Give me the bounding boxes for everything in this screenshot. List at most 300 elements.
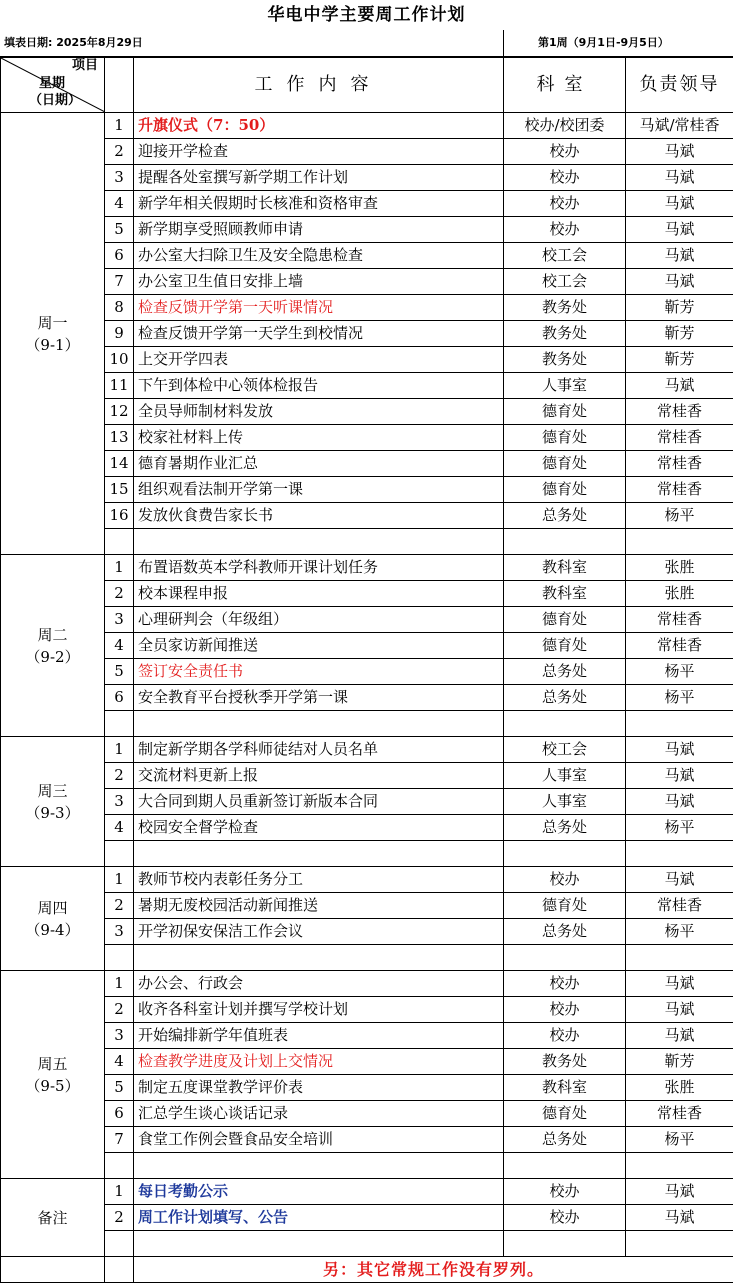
blank-cell [504, 841, 626, 867]
table-row [1, 867, 733, 893]
footer-blank-cell [1, 1257, 105, 1283]
item-content [134, 217, 504, 243]
item-department [504, 919, 626, 945]
item-leader [626, 1179, 733, 1205]
item-content-text: 制定新学期各学科师徒结对人员名单 [138, 740, 378, 758]
item-content [134, 113, 504, 139]
item-leader [626, 399, 733, 425]
item-leader [626, 893, 733, 919]
item-leader-text: 杨平 [664, 818, 694, 836]
item-content [134, 893, 504, 919]
item-number [105, 1205, 134, 1231]
blank-cell [134, 529, 504, 555]
item-department-text: 总务处 [542, 922, 587, 940]
item-leader-text: 张胜 [664, 584, 694, 602]
item-content-text: 开学初保安保洁工作会议 [138, 922, 303, 940]
blank-row [1, 841, 733, 867]
item-department-text: 德育处 [542, 610, 587, 628]
item-number [105, 139, 134, 165]
item-number-text: 2 [114, 142, 124, 160]
item-number [105, 1023, 134, 1049]
blank-cell [626, 1153, 733, 1179]
table-row [1, 1101, 733, 1127]
item-leader [626, 1205, 733, 1231]
blank-cell [504, 945, 626, 971]
item-leader [626, 581, 733, 607]
item-content [134, 399, 504, 425]
item-number-text: 4 [114, 1052, 124, 1070]
item-department [504, 633, 626, 659]
table-row [1, 477, 733, 503]
item-leader-text: 马斌 [664, 194, 694, 212]
item-content [134, 997, 504, 1023]
corner-weekday-label: 星期 [39, 76, 65, 92]
item-content-text: 暑期无废校园活动新闻推送 [138, 896, 318, 914]
item-content-text: 发放伙食费告家长书 [138, 506, 273, 524]
table-row [1, 633, 733, 659]
item-content [134, 139, 504, 165]
item-leader [626, 737, 733, 763]
item-leader [626, 789, 733, 815]
item-department [504, 477, 626, 503]
blank-cell [105, 841, 134, 867]
blank-cell [504, 1153, 626, 1179]
table-row [1, 321, 733, 347]
item-content-text: 组织观看法制开学第一课 [138, 480, 303, 498]
item-content [134, 763, 504, 789]
item-number-text: 4 [114, 194, 124, 212]
weekday-label: 周四 [1, 897, 104, 919]
item-content-text: 布置语数英本学科教师开课计划任务 [138, 558, 378, 576]
item-number-text: 13 [109, 428, 128, 446]
table-row [1, 373, 733, 399]
item-department-text: 德育处 [542, 454, 587, 472]
table-row [1, 243, 733, 269]
item-number [105, 893, 134, 919]
item-content [134, 1127, 504, 1153]
item-leader [626, 503, 733, 529]
item-leader-text: 常桂香 [657, 610, 702, 628]
item-number-text: 1 [114, 1182, 124, 1200]
item-content [134, 659, 504, 685]
item-leader-text: 常桂香 [657, 636, 702, 654]
item-leader [626, 1023, 733, 1049]
item-leader [626, 139, 733, 165]
table-row [1, 997, 733, 1023]
weekday-date: （9-2） [1, 646, 104, 668]
item-number-text: 9 [114, 324, 124, 342]
item-content [134, 555, 504, 581]
item-department-text: 校办 [549, 870, 579, 888]
item-content-text: 办公会、行政会 [138, 974, 243, 992]
item-leader [626, 815, 733, 841]
item-leader-text: 马斌 [664, 792, 694, 810]
item-leader [626, 321, 733, 347]
item-leader [626, 269, 733, 295]
item-content-text: 心理研判会（年级组） [138, 610, 288, 628]
item-leader-text: 马斌 [664, 168, 694, 186]
item-content-text: 每日考勤公示 [138, 1182, 228, 1200]
weekday-date: （9-5） [1, 1075, 104, 1097]
item-number [105, 477, 134, 503]
item-leader-text: 马斌 [664, 272, 694, 290]
item-number [105, 581, 134, 607]
day-3-cell [1, 737, 105, 867]
item-content-text: 全员导师制材料发放 [138, 402, 273, 420]
page-title: 华电中学主要周工作计划 [0, 0, 733, 30]
item-department [504, 295, 626, 321]
item-department-text: 校办 [549, 974, 579, 992]
item-department-text: 德育处 [542, 428, 587, 446]
blank-cell [105, 1153, 134, 1179]
item-leader-text: 常桂香 [657, 402, 702, 420]
item-department [504, 1179, 626, 1205]
item-number [105, 217, 134, 243]
item-leader [626, 867, 733, 893]
item-content [134, 867, 504, 893]
item-content-text: 下午到体检中心领体检报告 [138, 376, 318, 394]
item-number [105, 1101, 134, 1127]
item-department [504, 1023, 626, 1049]
blank-cell [504, 529, 626, 555]
item-department-text: 教科室 [542, 584, 587, 602]
item-leader [626, 1101, 733, 1127]
item-content [134, 243, 504, 269]
item-department-text: 校办 [549, 168, 579, 186]
blank-row [1, 1153, 733, 1179]
item-department [504, 893, 626, 919]
item-leader-text: 杨平 [664, 688, 694, 706]
item-department [504, 555, 626, 581]
item-department [504, 763, 626, 789]
header-leader: 负责领导 [626, 58, 733, 113]
corner-item-label: 项目 [72, 58, 98, 74]
item-number-text: 3 [114, 1026, 124, 1044]
item-number [105, 321, 134, 347]
corner-date-label: （日期） [29, 93, 81, 109]
weekday-date: （9-1） [1, 334, 104, 356]
item-number-text: 2 [114, 1208, 124, 1226]
item-number-text: 2 [114, 896, 124, 914]
table-row [1, 425, 733, 451]
item-department [504, 1075, 626, 1101]
item-leader-text: 马斌 [664, 376, 694, 394]
item-content [134, 503, 504, 529]
blank-cell [105, 945, 134, 971]
table-row [1, 269, 733, 295]
item-leader-text: 靳芳 [664, 350, 694, 368]
item-department [504, 347, 626, 373]
item-department-text: 总务处 [542, 818, 587, 836]
item-number [105, 607, 134, 633]
item-content-text: 签订安全责任书 [138, 662, 243, 680]
weekday-label: 周三 [1, 780, 104, 802]
item-department [504, 737, 626, 763]
table-row [1, 1049, 733, 1075]
item-number-text: 11 [109, 376, 128, 394]
item-content-text: 检查反馈开学第一天学生到校情况 [138, 324, 363, 342]
item-number [105, 997, 134, 1023]
table-row [1, 893, 733, 919]
item-department-text: 校工会 [542, 272, 587, 290]
item-content [134, 1049, 504, 1075]
weekday-label: 周二 [1, 624, 104, 646]
item-department-text: 人事室 [542, 766, 587, 784]
day-2-cell [1, 555, 105, 737]
footer-note: 另：其它常规工作没有罗列。 [134, 1257, 733, 1283]
item-content [134, 581, 504, 607]
item-number [105, 1049, 134, 1075]
table-row [1, 347, 733, 373]
item-number-text: 14 [109, 454, 128, 472]
item-department [504, 321, 626, 347]
item-number [105, 867, 134, 893]
item-department [504, 503, 626, 529]
item-leader [626, 1127, 733, 1153]
item-number [105, 295, 134, 321]
item-number [105, 347, 134, 373]
item-number [105, 685, 134, 711]
item-content-text: 检查教学进度及计划上交情况 [138, 1052, 333, 1070]
item-leader-text: 马斌 [664, 740, 694, 758]
item-number-text: 15 [109, 480, 128, 498]
item-content-text: 校本课程申报 [138, 584, 228, 602]
table-row [1, 1127, 733, 1153]
item-department-text: 校办 [549, 1182, 579, 1200]
item-number [105, 633, 134, 659]
item-content [134, 919, 504, 945]
footer-row [1, 1257, 733, 1283]
item-content [134, 269, 504, 295]
item-department-text: 总务处 [542, 1130, 587, 1148]
fill-date: 填表日期: 2025年8月29日 [4, 33, 143, 53]
item-department [504, 789, 626, 815]
remarks-label: 备注 [1, 1207, 104, 1229]
item-leader-text: 马斌 [664, 246, 694, 264]
item-department [504, 425, 626, 451]
header-content: 工作内容 [134, 58, 504, 113]
item-department-text: 德育处 [542, 896, 587, 914]
item-number-text: 1 [114, 974, 124, 992]
item-leader-text: 马斌 [664, 142, 694, 160]
blank-row [1, 1231, 733, 1257]
blank-cell [134, 1231, 504, 1257]
item-number-text: 1 [114, 116, 124, 134]
blank-cell [626, 841, 733, 867]
item-number-text: 3 [114, 610, 124, 628]
item-department-text: 校办 [549, 142, 579, 160]
weekday-label: 周五 [1, 1053, 104, 1075]
item-content-text: 上交开学四表 [138, 350, 228, 368]
item-number [105, 373, 134, 399]
item-leader [626, 295, 733, 321]
item-department-text: 德育处 [542, 402, 587, 420]
item-department [504, 165, 626, 191]
item-content-text: 制定五度课堂教学评价表 [138, 1078, 303, 1096]
item-leader [626, 113, 733, 139]
item-leader [626, 971, 733, 997]
item-department [504, 191, 626, 217]
item-leader [626, 607, 733, 633]
item-leader [626, 477, 733, 503]
table-row [1, 503, 733, 529]
item-number-text: 2 [114, 1000, 124, 1018]
item-content [134, 1023, 504, 1049]
item-department [504, 1205, 626, 1231]
item-leader-text: 靳芳 [664, 298, 694, 316]
item-leader-text: 杨平 [664, 922, 694, 940]
item-department-text: 教务处 [542, 1052, 587, 1070]
meta-divider [503, 30, 504, 56]
item-leader-text: 张胜 [664, 558, 694, 576]
table-row [1, 451, 733, 477]
item-content [134, 373, 504, 399]
table-row [1, 1205, 733, 1231]
weekday-label: 周一 [1, 312, 104, 334]
item-leader [626, 685, 733, 711]
item-department-text: 教科室 [542, 558, 587, 576]
blank-cell [134, 945, 504, 971]
item-content [134, 737, 504, 763]
table-row [1, 555, 733, 581]
item-content [134, 633, 504, 659]
blank-cell [626, 1231, 733, 1257]
item-content [134, 685, 504, 711]
item-content [134, 321, 504, 347]
item-leader [626, 763, 733, 789]
item-department [504, 685, 626, 711]
item-department-text: 教务处 [542, 298, 587, 316]
item-department [504, 997, 626, 1023]
header-department: 科室 [504, 58, 626, 113]
item-leader-text: 常桂香 [657, 454, 702, 472]
item-number [105, 243, 134, 269]
blank-cell [504, 1231, 626, 1257]
blank-row [1, 529, 733, 555]
item-number-text: 4 [114, 818, 124, 836]
item-number [105, 815, 134, 841]
header-row [1, 58, 733, 113]
item-content-text: 办公室大扫除卫生及安全隐患检查 [138, 246, 363, 264]
item-leader [626, 451, 733, 477]
item-content [134, 1075, 504, 1101]
item-number [105, 555, 134, 581]
item-number [105, 971, 134, 997]
item-number [105, 659, 134, 685]
item-department [504, 1127, 626, 1153]
item-leader-text: 杨平 [664, 506, 694, 524]
item-content [134, 165, 504, 191]
item-content [134, 971, 504, 997]
item-department-text: 教务处 [542, 350, 587, 368]
item-department-text: 总务处 [542, 662, 587, 680]
item-leader [626, 919, 733, 945]
item-number [105, 269, 134, 295]
item-department-text: 校办 [549, 1000, 579, 1018]
item-content-text: 教师节校内表彰任务分工 [138, 870, 303, 888]
item-content [134, 295, 504, 321]
item-content [134, 1205, 504, 1231]
item-department-text: 校工会 [542, 246, 587, 264]
item-content-text: 校园安全督学检查 [138, 818, 258, 836]
item-department [504, 451, 626, 477]
item-content-text: 汇总学生谈心谈话记录 [138, 1104, 288, 1122]
item-number-text: 1 [114, 740, 124, 758]
blank-cell [626, 529, 733, 555]
item-leader-text: 马斌 [664, 870, 694, 888]
item-leader [626, 997, 733, 1023]
blank-row [1, 711, 733, 737]
day-1-cell [1, 113, 105, 555]
item-department [504, 217, 626, 243]
item-department-text: 校办 [549, 1208, 579, 1226]
item-content-text: 检查反馈开学第一天听课情况 [138, 298, 333, 316]
item-number-text: 8 [114, 298, 124, 316]
item-content-text: 升旗仪式（7：50） [138, 116, 274, 134]
item-number-text: 1 [114, 870, 124, 888]
item-content-text: 食堂工作例会暨食品安全培训 [138, 1130, 333, 1148]
item-leader-text: 马斌 [664, 974, 694, 992]
item-leader-text: 张胜 [664, 1078, 694, 1096]
item-department [504, 1101, 626, 1127]
blank-cell [134, 1153, 504, 1179]
table-row [1, 763, 733, 789]
remarks-cell [1, 1179, 105, 1257]
item-department [504, 607, 626, 633]
item-leader-text: 马斌 [664, 1182, 694, 1200]
item-leader-text: 靳芳 [664, 324, 694, 342]
item-department-text: 校办 [549, 1026, 579, 1044]
item-department-text: 教务处 [542, 324, 587, 342]
item-content-text: 交流材料更新上报 [138, 766, 258, 784]
item-leader-text: 杨平 [664, 1130, 694, 1148]
blank-cell [504, 711, 626, 737]
item-number-text: 16 [109, 506, 128, 524]
item-number [105, 789, 134, 815]
table-row [1, 1023, 733, 1049]
item-content-text: 周工作计划填写、公告 [138, 1208, 288, 1226]
item-leader-text: 马斌 [664, 1208, 694, 1226]
blank-cell [105, 711, 134, 737]
item-department-text: 校办 [549, 194, 579, 212]
item-number-text: 10 [109, 350, 128, 368]
item-department [504, 971, 626, 997]
item-leader [626, 633, 733, 659]
item-number-text: 2 [114, 766, 124, 784]
item-department-text: 人事室 [542, 792, 587, 810]
week-range: 第1周（9月1日-9月5日） [530, 33, 730, 53]
table-row [1, 139, 733, 165]
item-number-text: 3 [114, 922, 124, 940]
item-department-text: 校办 [549, 220, 579, 238]
item-content-text: 安全教育平台授秋季开学第一课 [138, 688, 348, 706]
item-number [105, 1179, 134, 1205]
footer-blank-cell [105, 1257, 134, 1283]
item-content-text: 提醒各处室撰写新学期工作计划 [138, 168, 348, 186]
table-row [1, 737, 733, 763]
item-content-text: 校家社材料上传 [138, 428, 243, 446]
item-content [134, 425, 504, 451]
item-number [105, 113, 134, 139]
item-department-text: 人事室 [542, 376, 587, 394]
item-number-text: 6 [114, 246, 124, 264]
item-content [134, 607, 504, 633]
weekday-date: （9-3） [1, 802, 104, 824]
item-leader [626, 425, 733, 451]
item-content [134, 347, 504, 373]
item-number [105, 1075, 134, 1101]
table-row [1, 685, 733, 711]
